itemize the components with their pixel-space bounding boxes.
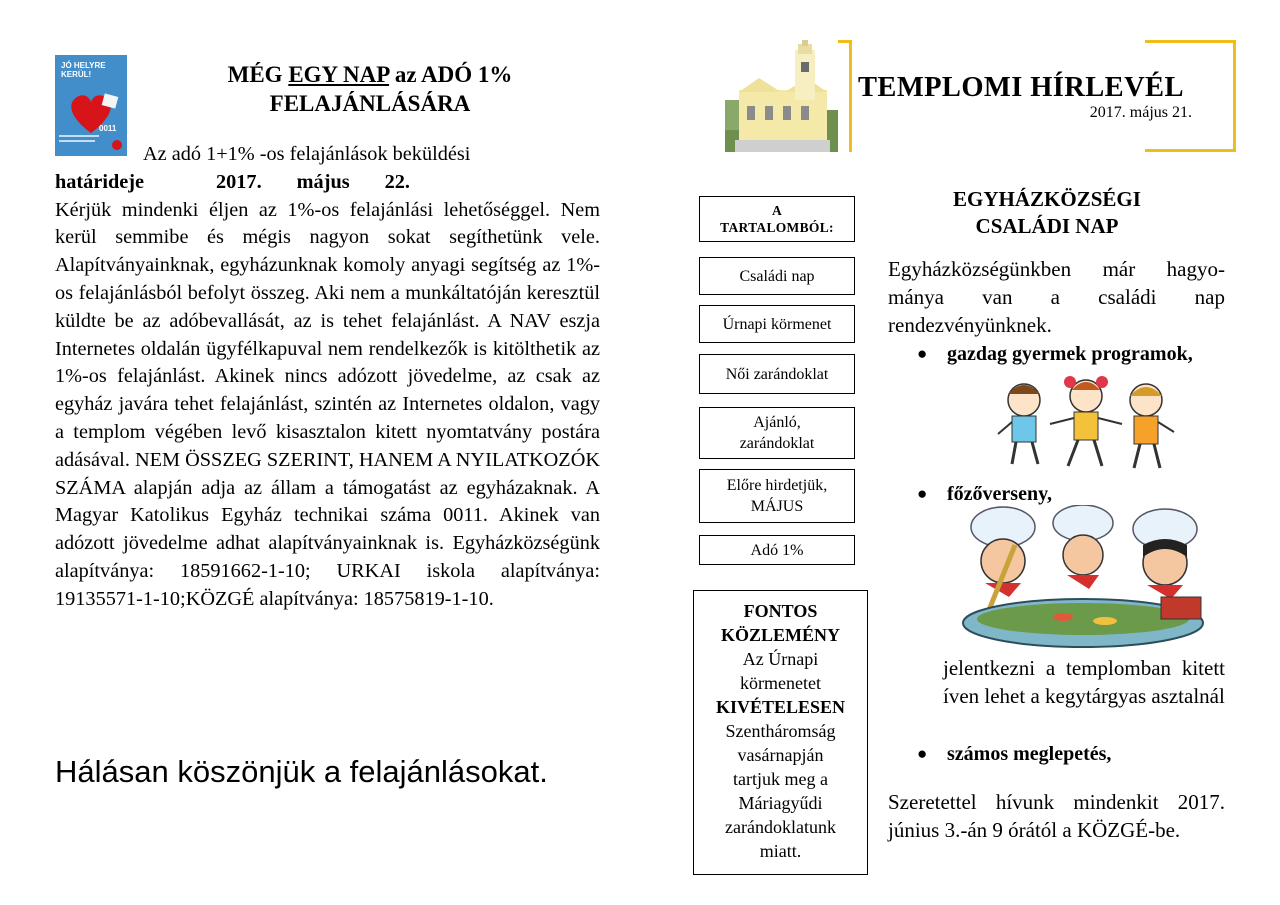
bullet-cooking-contest: ● főzőverseny, (917, 483, 1052, 505)
thanks-line: Hálásan köszönjük a felajánlásokat. (55, 754, 548, 789)
poster-line-2: KERÜL! (61, 70, 92, 79)
toc-item-recommendation[interactable]: Ajánló, zarándoklat (699, 407, 855, 459)
tax-article-text: Kérjük mindenki éljen az 1%-os felajánlási lehetőséggel. Nem kerül semmibe és mégis nagyon sokat segíthetünk vele. Alapítványainknak, egyházunknak komoly anyagi segítség az 1%-os felajánlásból befolyt összeg. Aki nem a munkáltatóján keresztül küldte be az adóbevallását, az is tehet felajánlást. A NAV eszja Internetes oldalán ügyfélkapuval nem rendelkezők is kitölthetik az 1%-os felajánlást. Akinek nincs adózott jövedelme, az csak az egyház javára tehet felajánlást, szintén az Internetes oldalon, vagy a templom végében levő kisasztalon kitett nyomtatvány postára adásával. NEM ÖSSZEG SZERINT, HANEM A NYILATKOZÓK SZÁMA alapján adja az állam a támogatást az egyházaknak. A Magyar Katolikus Egyház technikai száma 0011. Akinek van adózott jövedelme adhat alapítványainknak is. Egyházközségünk alapítványa: 18591662-1-10; URKAI iskola alapítványa: 19135571-1-10;KÖZGÉ alapítványa: 18575819-1-10. (55, 198, 600, 610)
deadline-label: határideje (55, 170, 144, 193)
chefs-cooking-illustration (943, 505, 1225, 650)
toc-item-corpus-christi-procession[interactable]: Úrnapi körmenet (699, 305, 855, 343)
tax-article-body (55, 141, 600, 614)
deadline-line (55, 169, 600, 197)
toc-item-womens-pilgrimage[interactable]: Női zarándoklat (699, 354, 855, 394)
family-day-intro: Egyházközségünkben már hagyo-mánya van a családi nap rendezvényünknek. (888, 257, 1225, 337)
tax-article-intro: Az adó 1+1% -os felajánlások beküldési (143, 143, 471, 165)
invitation-text: Szeretettel hívunk mindenkit 2017. június 3.-án 9 órától a KÖZGÉ-be. (888, 790, 1225, 842)
signup-info: jelentkezni a templomban kitett íven lehet a kegytárgyas asztalnál (943, 656, 1225, 708)
title-underlined-phrase: EGY NAP (288, 62, 390, 87)
newsletter-title: TEMPLOMI HÍRLEVÉL (858, 72, 1184, 103)
children-illustration (994, 372, 1179, 477)
toc-item-tax-1-percent[interactable]: Adó 1% (699, 535, 855, 565)
poster-code: 0011 (99, 124, 117, 133)
toc-heading: A TARTALOMBÓL: (699, 196, 855, 242)
toc-item-family-day[interactable]: Családi nap (699, 257, 855, 295)
newsletter-date: 2017. május 21. (1089, 104, 1192, 121)
bullet-surprises: ● számos meglepetés, (917, 743, 1112, 765)
family-day-title: EGYHÁZKÖZSÉGI CSALÁDI NAP (953, 187, 1141, 238)
notice-heading-2: KÖZLEMÉNY (720, 625, 840, 645)
tax-article-title-line2: FELAJÁNLÁSÁRA (269, 91, 471, 116)
bullet-children-programs: ● gazdag gyermek programok, (917, 343, 1193, 365)
bullet-icon: ● (917, 344, 928, 363)
toc-item-advance-notice[interactable]: Előre hirdetjük, MÁJUS (699, 469, 855, 523)
tax-article-title: MÉG EGY NAP az ADÓ 1% FELAJÁNLÁSÁRA (140, 60, 600, 118)
important-notice-box: FONTOS KÖZLEMÉNY Az Úrnapi körmenetet KIVÉTELESEN Szentháromság vasárnapján tartjuk meg a Máriagyűdi zarándoklatunk miatt. (693, 590, 868, 875)
bullet-icon: ● (917, 744, 928, 763)
notice-heading-1: FONTOS (743, 601, 818, 621)
church-photo (725, 40, 838, 152)
poster-line-1: JÓ HELYRE (61, 61, 106, 70)
bullet-icon: ● (917, 484, 928, 503)
deadline-date: 2017. május 22. (216, 170, 410, 193)
